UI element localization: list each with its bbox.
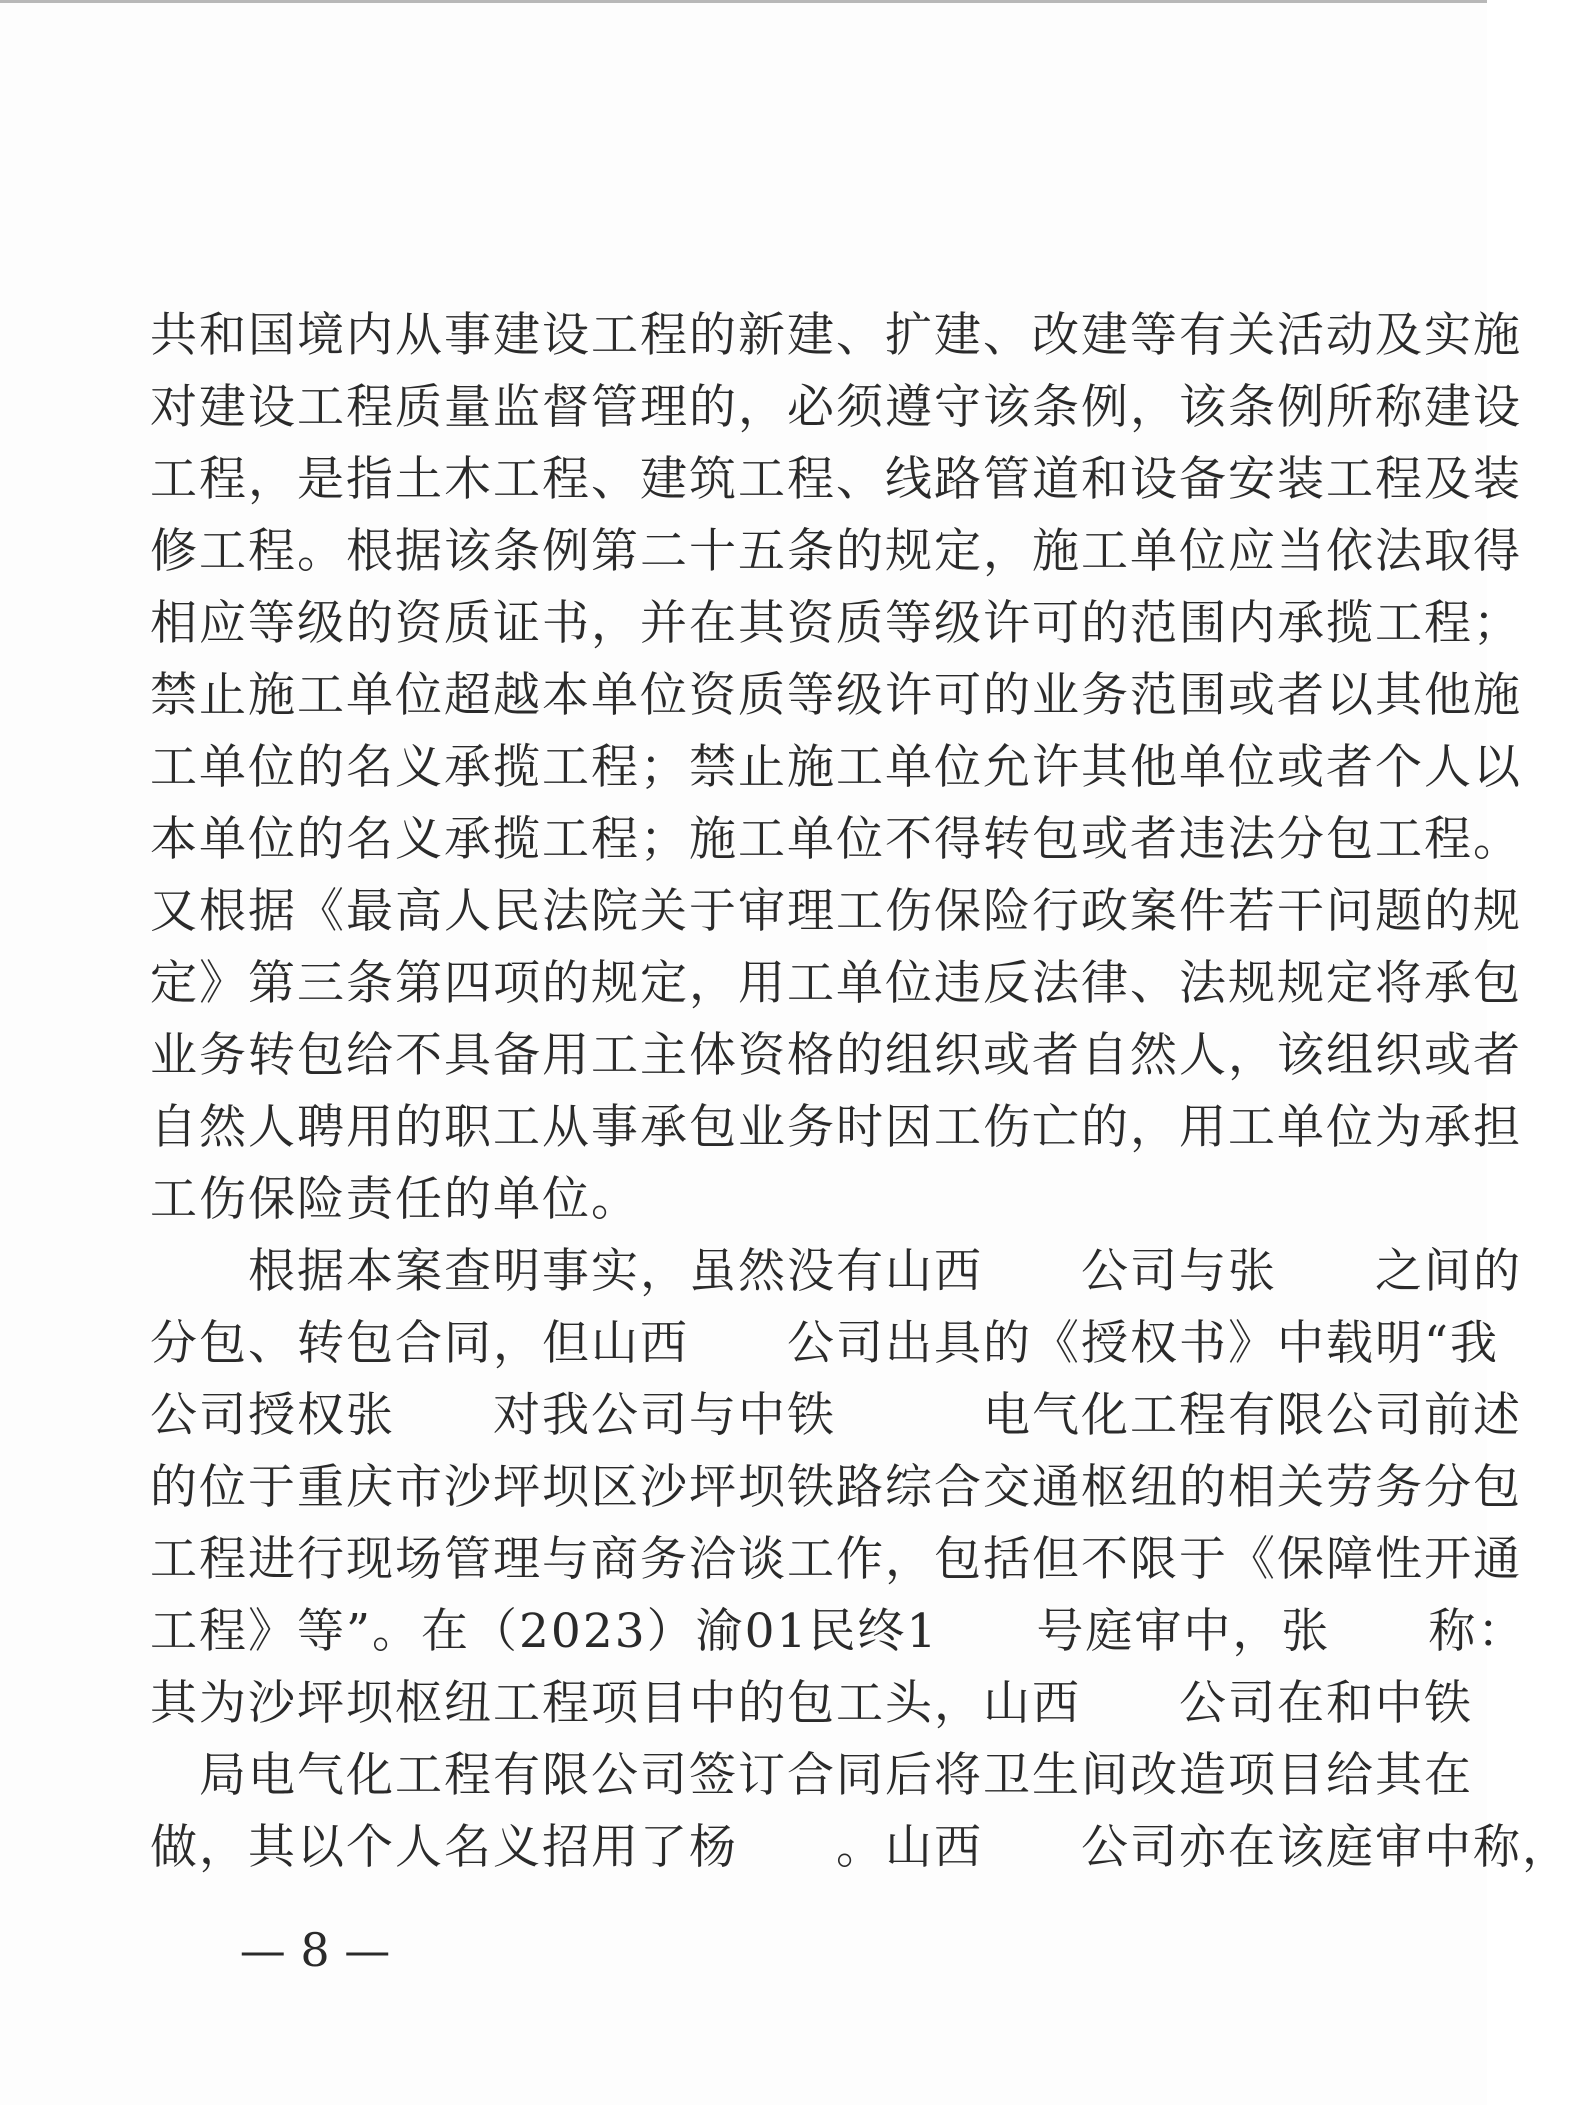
page-number: — 8 — (239, 1923, 391, 1977)
text-line-2: 对建设工程质量监督管理的，必须遵守该条例，该条例所称建设 (150, 380, 1522, 435)
text-line-21: 局电气化工程有限公司签订合同后将卫生间改造项目给其在 (150, 1748, 1473, 1803)
scan-top-edge (0, 0, 1487, 3)
text-line-14: 根据本案查明事实，虽然没有山西 公司与张 之间的 (150, 1244, 1522, 1299)
text-line-4: 修工程。根据该条例第二十五条的规定，施工单位应当依法取得 (150, 524, 1522, 579)
text-line-3: 工程，是指土木工程、建筑工程、线路管道和设备安装工程及装 (150, 452, 1522, 507)
text-line-19: 工程》等”。在（2023）渝01民终1 号庭审中，张 称： (150, 1604, 1527, 1659)
text-line-8: 本单位的名义承揽工程；施工单位不得转包或者违法分包工程。 (150, 812, 1522, 867)
text-line-17: 的位于重庆市沙坪坝区沙坪坝铁路综合交通枢纽的相关劳务分包 (150, 1460, 1522, 1515)
text-line-15: 分包、转包合同，但山西 公司出具的《授权书》中载明“我 (150, 1316, 1500, 1371)
text-line-9: 又根据《最高人民法院关于审理工伤保险行政案件若干问题的规 (150, 884, 1522, 939)
text-line-6: 禁止施工单位超越本单位资质等级许可的业务范围或者以其他施 (150, 668, 1522, 723)
text-line-18: 工程进行现场管理与商务洽谈工作，包括但不限于《保障性开通 (150, 1532, 1522, 1587)
text-line-22: 做，其以个人名义招用了杨 。山西 公司亦在该庭审中称， (150, 1820, 1571, 1875)
text-line-11: 业务转包给不具备用工主体资格的组织或者自然人，该组织或者 (150, 1028, 1522, 1083)
text-line-7: 工单位的名义承揽工程；禁止施工单位允许其他单位或者个人以 (150, 740, 1522, 795)
text-line-13: 工伤保险责任的单位。 (150, 1172, 640, 1227)
text-line-12: 自然人聘用的职工从事承包业务时因工伤亡的，用工单位为承担 (150, 1100, 1522, 1155)
text-line-5: 相应等级的资质证书，并在其资质等级许可的范围内承揽工程； (150, 596, 1522, 651)
body-text (150, 300, 1571, 1884)
text-line-10: 定》第三条第四项的规定，用工单位违反法律、法规规定将承包 (150, 956, 1522, 1011)
text-line-16: 公司授权张 对我公司与中铁 电气化工程有限公司前述 (150, 1388, 1522, 1443)
text-line-20: 其为沙坪坝枢纽工程项目中的包工头，山西 公司在和中铁 (150, 1676, 1473, 1731)
text-line-1: 共和国境内从事建设工程的新建、扩建、改建等有关活动及实施 (150, 308, 1522, 363)
